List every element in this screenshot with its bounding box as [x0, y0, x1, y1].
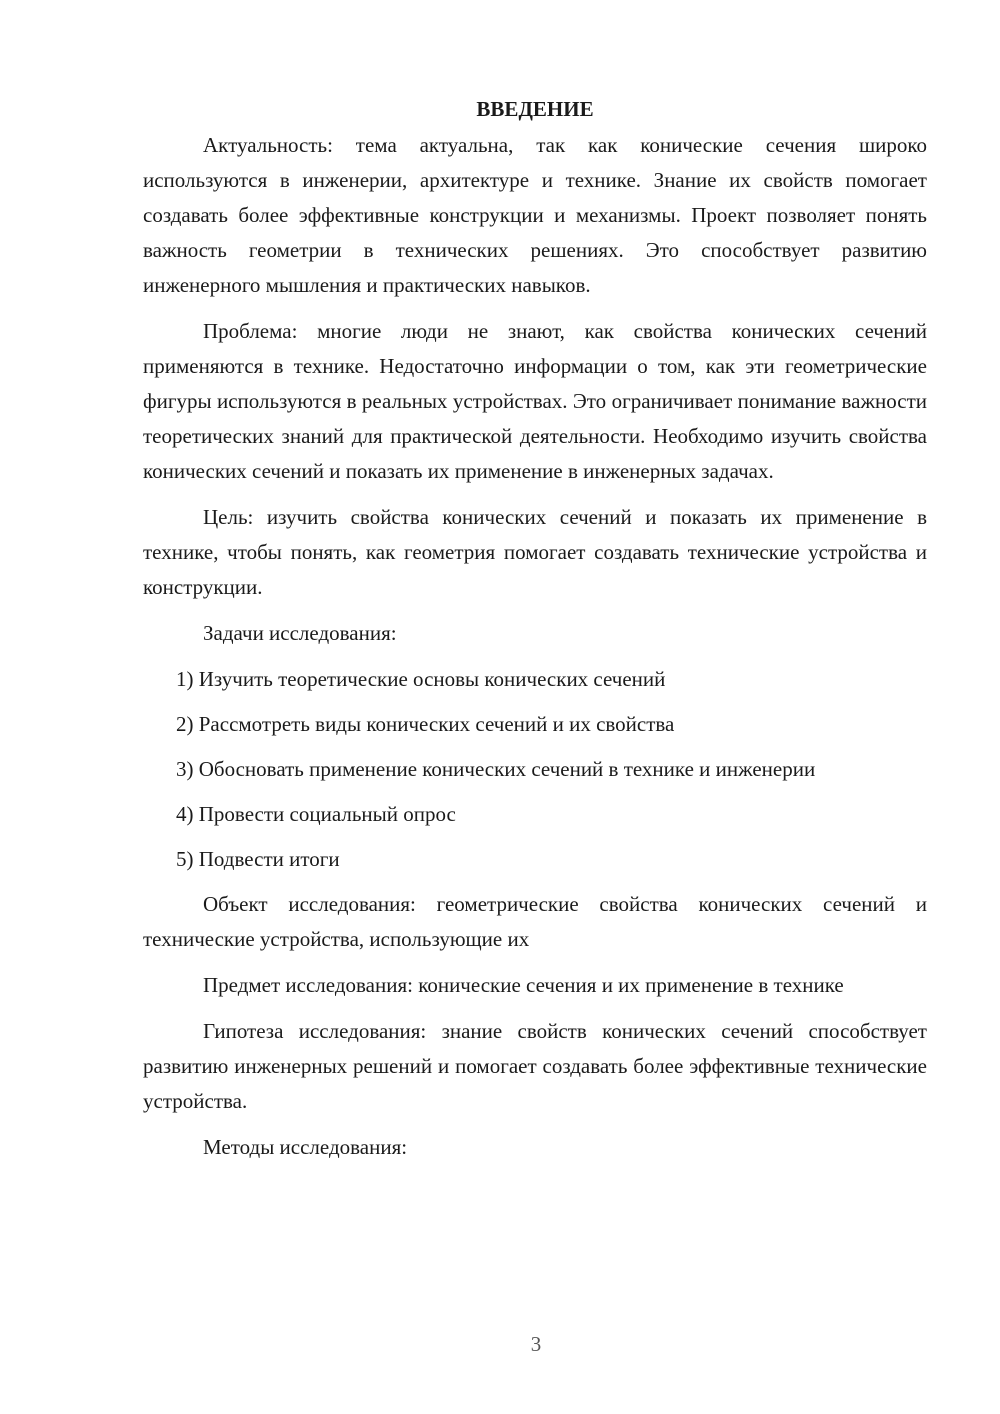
paragraph-goal: Цель: изучить свойства конических сечений и показать их применение в технике, чтобы понять, как геометрия помогает создавать технические устройства и конструкции.	[143, 505, 927, 599]
document-body	[143, 92, 927, 1176]
tasks-list	[143, 662, 927, 877]
list-item: 4) Провести социальный опрос	[176, 802, 456, 826]
paragraph-subject: Предмет исследования: конические сечения и их применение в технике	[203, 973, 844, 997]
paragraph-relevance: Актуальность: тема актуальна, так как конические сечения широко используются в инженерии, архитектуре и технике. Знание их свойств помогает создавать более эффективные конструкции и механизмы. Проект позволяет понять важность геометрии в технических решениях. Это способствует развитию инженерного мышления и практических навыков.	[143, 133, 927, 297]
list-item: 1) Изучить теоретические основы конических сечений	[176, 667, 666, 691]
paragraph-object: Объект исследования: геометрические свойства конических сечений и технические устройства, использующие их	[143, 892, 927, 951]
list-item: 5) Подвести итоги	[176, 847, 340, 871]
list-item: 3) Обосновать применение конических сечений в технике и инженерии	[176, 757, 816, 781]
page-number: 3	[530, 1332, 542, 1356]
paragraph-problem: Проблема: многие люди не знают, как свойства конических сечений применяются в технике. Недостаточно информации о том, как эти геометрические фигуры используются в реальных устройствах. Это ограничивает понимание важности теоретических знаний для практической деятельности. Необходимо изучить свойства конических сечений и показать их применение в инженерных задачах.	[143, 319, 927, 483]
tasks-heading: Задачи исследования:	[203, 621, 397, 645]
methods-heading: Методы исследования:	[203, 1135, 408, 1159]
list-item: 2) Рассмотреть виды конических сечений и их свойства	[176, 712, 675, 736]
paragraph-hypothesis: Гипотеза исследования: знание свойств конических сечений способствует развитию инженерных решений и помогает создавать более эффективные технические устройства.	[143, 1019, 927, 1113]
section-title: ВВЕДЕНИЕ	[476, 97, 594, 121]
